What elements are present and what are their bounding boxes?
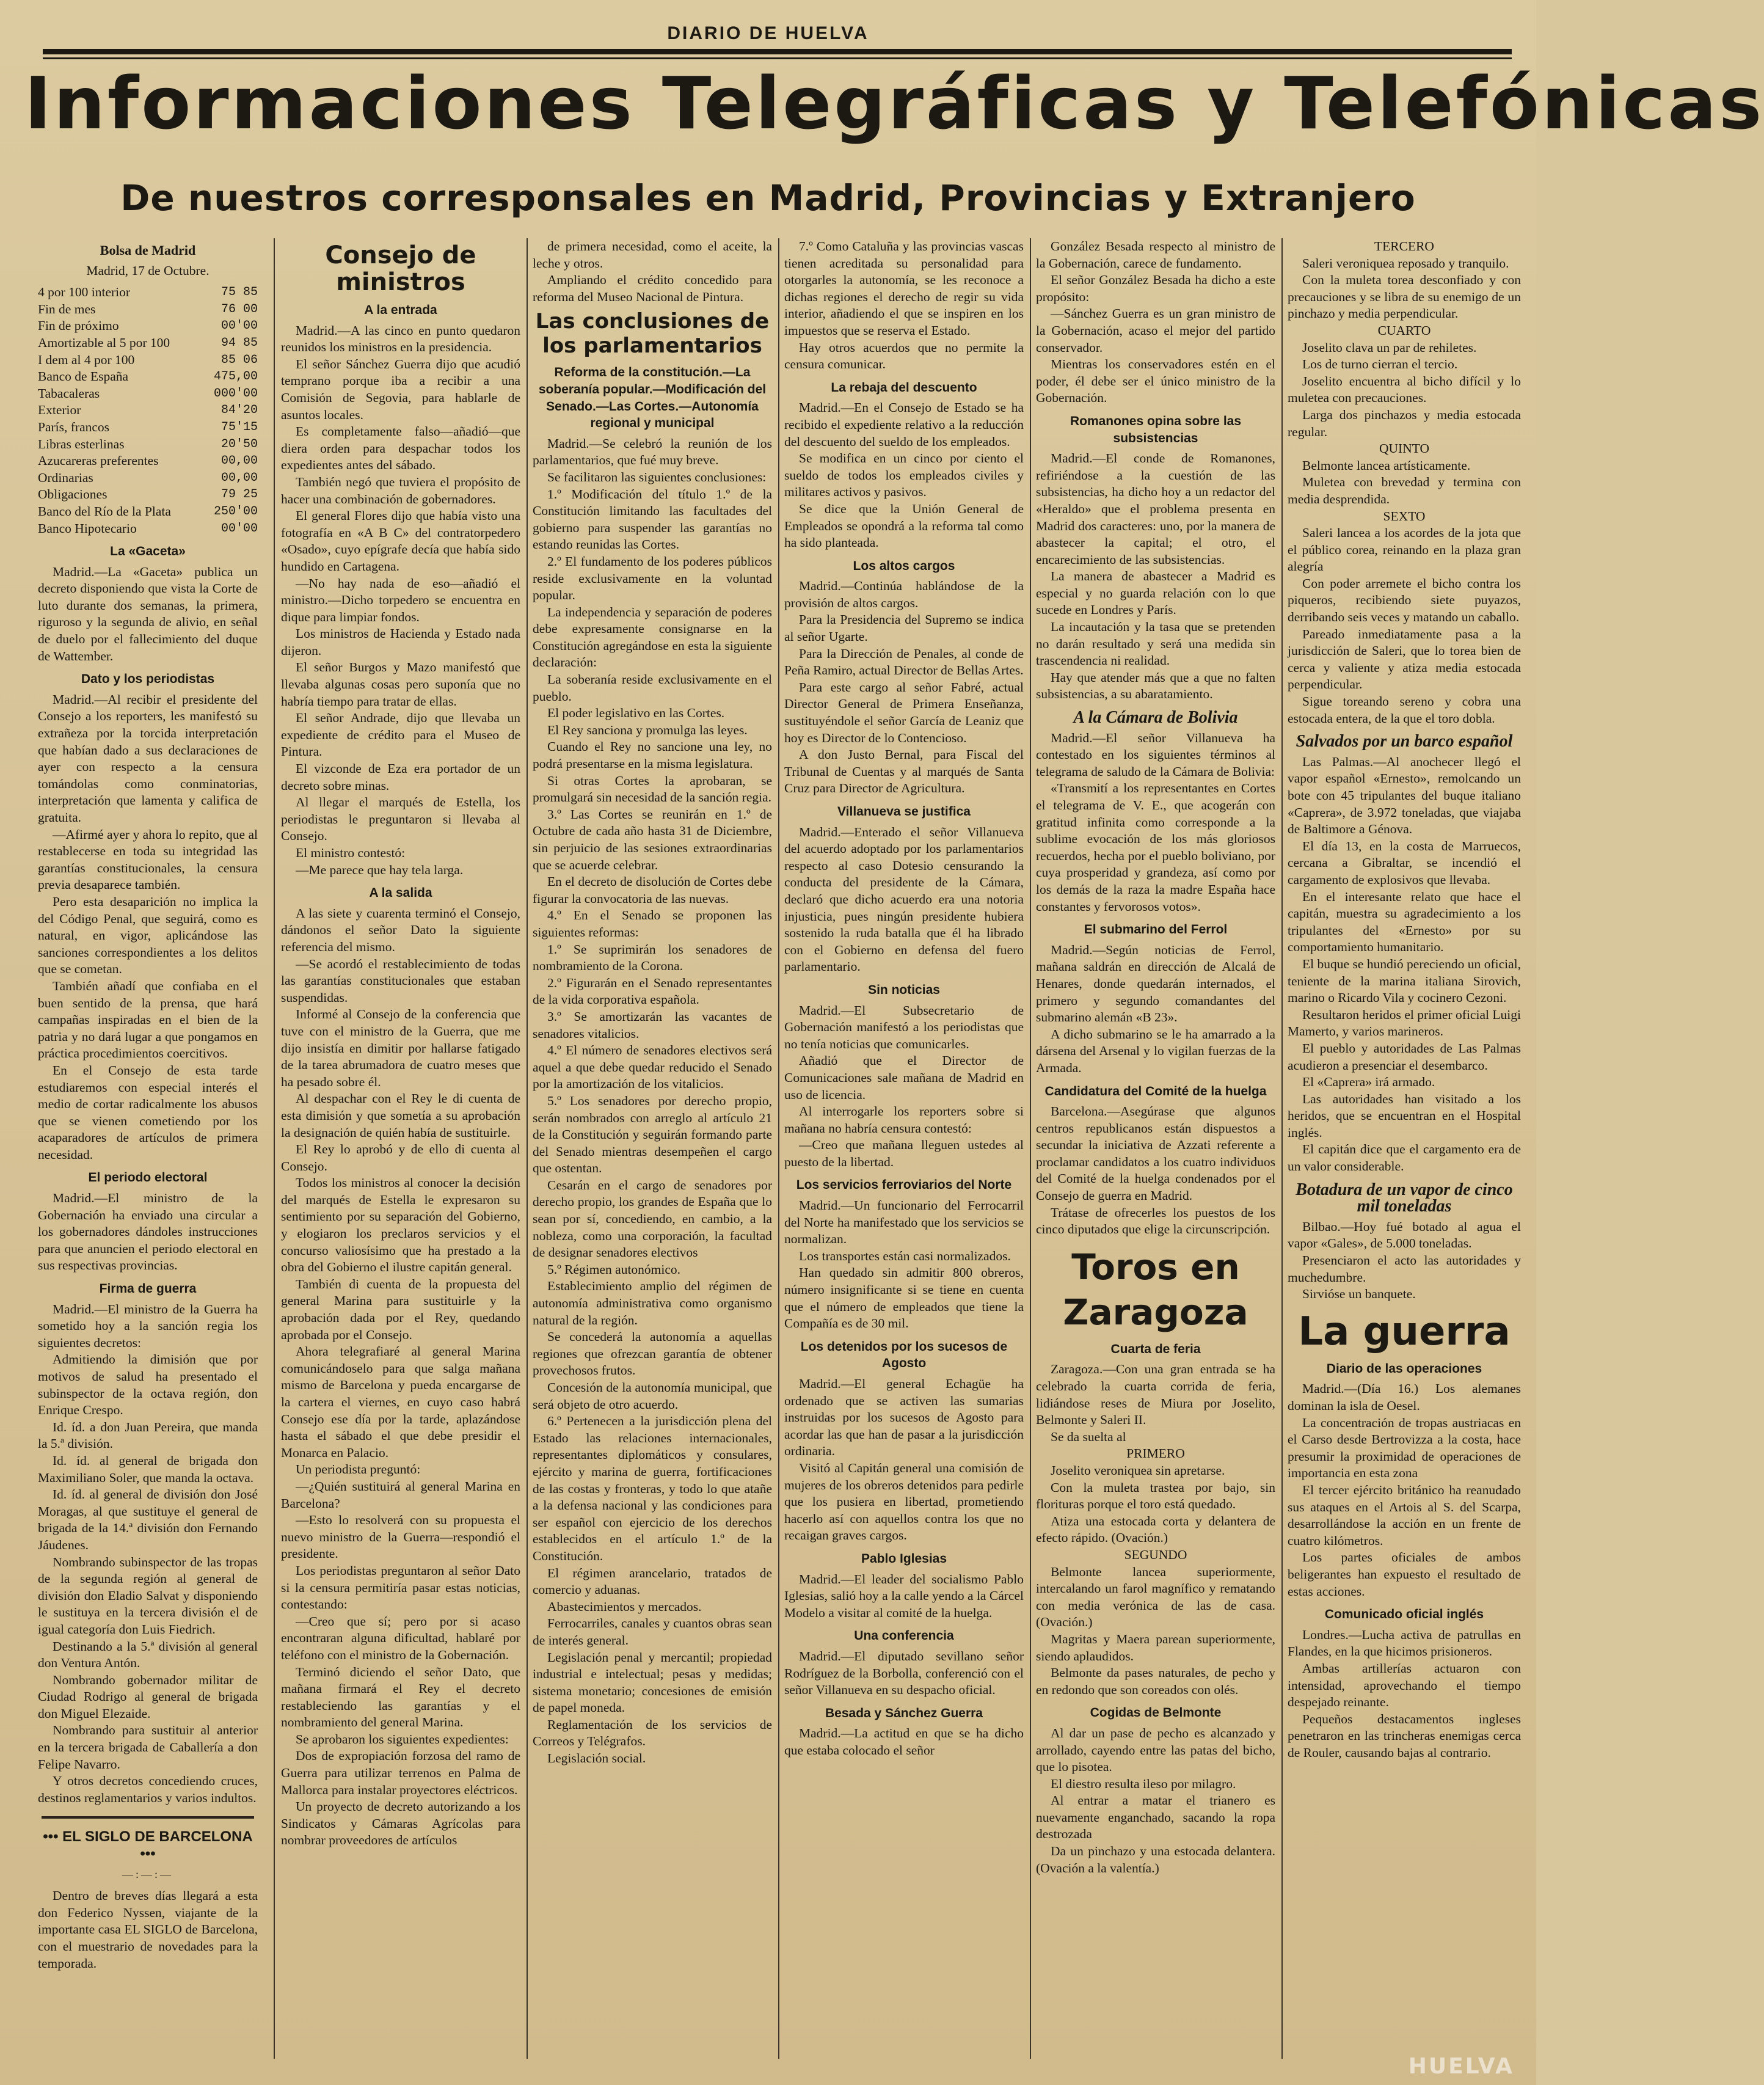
section-heading: Cogidas de Belmonte bbox=[1090, 1706, 1222, 1720]
paragraph: Madrid.—El diputado sevillano señor Rodríguez de la Borbolla, conferenció con el señor Villanueva en su despacho oficial. bbox=[784, 1648, 1024, 1698]
paragraph: El Rey sanciona y promulga las leyes. bbox=[547, 722, 748, 737]
stock-row: Banco del Río de la Plata 250'00 bbox=[38, 503, 258, 519]
paragraph: El señor González Besada ha dicho a este propósito: bbox=[1036, 272, 1275, 304]
section-heading: Dato y los periodistas bbox=[81, 672, 215, 687]
section-heading: Una conferencia bbox=[854, 1629, 954, 1643]
section-heading: A la salida bbox=[369, 886, 432, 900]
paragraph: Da un pinchazo y una estocada delantera. (Ovación a la valentía.) bbox=[1036, 1844, 1275, 1875]
dateline: Madrid, 17 de Octubre. bbox=[86, 263, 210, 278]
stock-row: Ordinarias 00,00 bbox=[38, 470, 258, 485]
paragraph: Con la muleta trastea por bajo, sin florituras porque el toro está quedado. bbox=[1036, 1480, 1275, 1512]
paragraph: También añadí que confiaba en el buen sentido de la prensa, que hará campañas inspiradas en el bien de la patria y no dará lugar a que pongamos en práctica procedimientos coercitivos. bbox=[38, 978, 258, 1061]
paragraph: Joselito veroniquea sin apretarse. bbox=[1051, 1463, 1225, 1478]
section-heading: Romanones opina sobre las subsistencias bbox=[1070, 414, 1242, 445]
paragraph: —¿Quién sustituirá al general Marina en Barcelona? bbox=[281, 1478, 520, 1511]
paragraph: Se facilitaron las siguientes conclusiones: bbox=[547, 469, 767, 484]
section-heading: Bolsa de Madrid bbox=[100, 243, 196, 258]
paragraph: Madrid.—El señor Villanueva ha contestado en los siguientes términos al telegrama de saludo de la Cámara de Bolivia: bbox=[1036, 730, 1275, 779]
stock-row: 4 por 100 interior 75 85 bbox=[38, 285, 258, 300]
paragraph: Terminó diciendo el señor Dato, que mañana firmará el Rey el decreto restableciendo las garantías y el nombramiento del general Marina. bbox=[281, 1664, 520, 1730]
paragraph: El señor Sánchez Guerra dijo que acudió temprano porque iba a recibir a una Comisión de Segovia, para hablarle de asuntos locales. bbox=[281, 356, 520, 422]
paragraph: El capitán dice que el cargamento era de un valor considerable. bbox=[1288, 1142, 1521, 1174]
paragraph: —Se acordó el restablecimiento de todas las garantías constitucionales que estaban suspendidas. bbox=[281, 956, 520, 1005]
paragraph: Cesarán en el cargo de senadores por derecho propio, los grandes de España que lo sean por sí, concediendo, en cambio, a la nobleza, como una corporación, la facultad de designar senadores electivos bbox=[533, 1177, 772, 1260]
stock-row: Banco Hipotecario 00'00 bbox=[38, 520, 258, 536]
paragraph: Madrid.—(Día 16.) Los alemanes dominan la isla de Oesel. bbox=[1288, 1381, 1521, 1413]
paragraph: El Rey lo aprobó y de ello di cuenta al Consejo. bbox=[281, 1142, 520, 1174]
paragraph: Madrid.—El conde de Romanones, refiriéndose a la cuestión de las subsistencias, ha dicho hoy a un redactor del «Heraldo» que el problema presenta en Madrid dos caracteres: uno, por la manera de abastecer la capital; el otro, el encarecimiento de las subsistencias. bbox=[1036, 451, 1275, 567]
paragraph: Londres.—Lucha activa de patrullas en Flandes, en la que hicimos prisioneros. bbox=[1288, 1627, 1521, 1659]
paragraph: 5.º Los senadores por derecho propio, serán nombrados con arreglo al artículo 21 de la Constitución y seguirán formando parte del Senado mientras desempeñen el cargo que ostentan. bbox=[533, 1093, 772, 1176]
paragraph: Cuando el Rey no sancione una ley, no podrá presentarse en la misma legislatura. bbox=[533, 739, 772, 772]
paragraph: Nombrando gobernador militar de Ciudad Rodrigo al general de brigada don Miguel Elezaide. bbox=[38, 1672, 258, 1721]
masthead-title: Informaciones Telegráficas y Telefónicas bbox=[24, 61, 1764, 145]
paragraph: Id. íd. a don Juan Pereira, que manda la 5.ª división. bbox=[38, 1419, 258, 1451]
stock-table bbox=[38, 284, 258, 537]
article-subheading: Reforma de la constitución.—La soberanía popular.—Modificación del Senado.—Las Cortes.—Autonomía regional y municipal bbox=[538, 365, 767, 431]
paragraph: Las Palmas.—Al anochecer llegó el vapor español «Ernesto», remolcando un bote con 45 tripulantes del buque italiano «Caprera», de 3.972 toneladas, que viajaba de Baltimore a Génova. bbox=[1288, 754, 1521, 837]
paragraph: Destinando a la 5.ª división al general don Ventura Antón. bbox=[38, 1638, 258, 1671]
paragraph: Joselito encuentra al bicho difícil y lo muletea con precauciones. bbox=[1288, 373, 1521, 406]
divider bbox=[42, 1816, 254, 1819]
column-rule bbox=[1030, 238, 1031, 2059]
paragraph: Para este cargo al señor Fabré, actual Director General de Primera Enseñanza, sustituyéndole el señor García de Leaniz que hoy es Director de lo Contencioso. bbox=[784, 679, 1024, 745]
section-heading: Firma de guerra bbox=[99, 1282, 197, 1296]
paragraph: —Creo que mañana lleguen ustedes al puesto de la libertad. bbox=[784, 1137, 1024, 1169]
stock-row: Exterior 84'20 bbox=[38, 403, 258, 418]
paragraph: —Esto lo resolverá con su propuesta el nuevo ministro de la Guerra—respondió el presidente. bbox=[281, 1513, 520, 1561]
paragraph: La independencia y separación de poderes debe expresamente consignarse en la Constitución agregándose en esta la siguiente declaración: bbox=[533, 604, 772, 670]
paragraph: El «Caprera» irá armado. bbox=[1302, 1075, 1435, 1090]
stock-row: París, francos 75'15 bbox=[38, 419, 258, 434]
paragraph: El vizconde de Eza era portador de un decreto sobre minas. bbox=[281, 761, 520, 793]
paragraph: El diestro resulta ileso por milagro. bbox=[1051, 1776, 1236, 1791]
paragraph: Sirvióse un banquete. bbox=[1302, 1287, 1416, 1302]
column-6 bbox=[1288, 238, 1521, 2062]
paragraph: Legislación penal y mercantil; propiedad industrial e intelectual; pesas y medidas; sistema monetario; concesiones de emisión de papel moneda. bbox=[533, 1649, 772, 1715]
masthead-rule-thin bbox=[43, 57, 1512, 59]
section-heading: Los detenidos por los sucesos de Agosto bbox=[800, 1339, 1008, 1371]
paragraph: Pareado inmediatamente pasa a la jurisdicción de Saleri, que lo torea bien de cerca y valiente y atiza media estocada perpendicular. bbox=[1288, 626, 1521, 692]
paragraph: El poder legislativo en las Cortes. bbox=[547, 706, 725, 721]
paragraph: —Afirmé ayer y ahora lo repito, que al restablecerse en toda su integridad las garantías constitucionales, la censura previa desaparece también. bbox=[38, 827, 258, 893]
section-heading: Cuarta de feria bbox=[1110, 1342, 1201, 1356]
paragraph: Han quedado sin admitir 800 obreros, número insignificante si se tiene en cuenta que el número de empleados que tiene la Compañía es de 30 mil. bbox=[784, 1265, 1024, 1331]
paragraph: 2.º El fundamento de los poderes públicos reside exclusivamente en la voluntad popular. bbox=[533, 553, 772, 603]
paragraph: Todos los ministros al conocer la decisión del marqués de Estella le expresaron su sentimiento por su separación del Gobierno, y elogiaron los preclaros servicios y el concurso valiosísimo que ha prestado a la obra del Gobierno el ilustre capitán general. bbox=[281, 1175, 520, 1275]
paragraph: Es completamente falso—añadió—que diera orden para despachar todos los expedientes antes del sábado. bbox=[281, 424, 520, 473]
stock-row: Banco de España 475,00 bbox=[38, 369, 258, 384]
paragraph: Belmonte lancea superiormente, intercalando un farol magnífico y rematando con media verónica de las de casa. (Ovación.) bbox=[1036, 1564, 1275, 1630]
stock-row: Fin de mes 76 00 bbox=[38, 301, 258, 316]
paragraph: A las siete y cuarenta terminó el Consejo, dándonos el señor Dato la siguiente referencia del mismo. bbox=[281, 905, 520, 954]
paragraph: —Me parece que hay tela larga. bbox=[296, 862, 464, 877]
paragraph: Concesión de la autonomía municipal, que será objeto de otro acuerdo. bbox=[533, 1380, 772, 1412]
paragraph: Pequeños destacamentos ingleses penetraron en las trincheras enemigas cerca de Rouler, causando bajas al contrario. bbox=[1288, 1711, 1521, 1760]
paragraph: En el interesante relato que hace el capitán, muestra su agradecimiento a los tripulantes del «Ernesto» por su comportamiento humanitario. bbox=[1288, 889, 1521, 955]
paragraph: Se aprobaron los siguientes expedientes: bbox=[296, 1731, 509, 1747]
paragraph: El régimen arancelario, tratados de comercio y aduanas. bbox=[533, 1565, 772, 1598]
paragraph: Legislación social. bbox=[547, 1751, 646, 1766]
paragraph: Bilbao.—Hoy fué botado al agua el vapor «Gales», de 5.000 toneladas. bbox=[1288, 1219, 1521, 1251]
paragraph: También negó que tuviera el propósito de hacer una combinación de gobernadores. bbox=[281, 474, 520, 506]
paragraph: Los de turno cierran el tercio. bbox=[1302, 357, 1458, 372]
subhead: TERCERO bbox=[1374, 239, 1434, 254]
paragraph: Pero esta desaparición no implica la del Código Penal, que seguirá, como es natural, en vigor, aplicándose las sanciones correspondientes a los delitos que se cometan. bbox=[38, 894, 258, 977]
paragraph: Los transportes están casi normalizados. bbox=[799, 1248, 1011, 1263]
paragraph: Con la muleta torea desconfiado y con precauciones y se libra de su enemigo de un pinchazo y media perpendicular. bbox=[1288, 272, 1521, 321]
paragraph: Presenciaron el acto las autoridades y muchedumbre. bbox=[1288, 1253, 1521, 1285]
paragraph: Admitiendo la dimisión que por motivos de salud ha presentado el subinspector de la octava región, don Enrique Crespo. bbox=[38, 1352, 258, 1418]
paragraph: Madrid.—El ministro de la Gobernación ha enviado una circular a los gobernadores dándoles instrucciones para que anuncien el periodo electoral en sus respectivas provincias. bbox=[38, 1191, 258, 1273]
article-headline: La guerra bbox=[1298, 1309, 1511, 1354]
paragraph: Saleri veroniquea reposado y tranquilo. bbox=[1302, 255, 1509, 271]
paragraph: En el decreto de disolución de Cortes debe figurar la convocatoria de las nuevas. bbox=[533, 874, 772, 906]
paragraph: «Transmití a los representantes en Cortes el telegrama de V. E., que acogerán con gratitud infinita como corresponde a la sublime evocación de los más gloriosos recuerdos, hecha por el pueblo boliviano, por cuya prosperidad y grandeza, así como por los demás de la raza la madre España hace constantes y fervorosos votos». bbox=[1036, 781, 1275, 914]
paragraph: González Besada respecto al ministro de la Gobernación, carece de fundamento. bbox=[1036, 239, 1275, 271]
paragraph: Muletea con brevedad y termina con media desprendida. bbox=[1288, 475, 1521, 506]
paragraph: Resultaron heridos el primer oficial Luigi Mamerto, y varios marineros. bbox=[1288, 1007, 1521, 1039]
paragraph: Se dice que la Unión General de Empleados se opondrá a la reforma tal como ha sido planteada. bbox=[784, 501, 1024, 550]
paragraph: Madrid.—La actitud en que se ha dicho que estaba colocado el señor bbox=[784, 1726, 1024, 1758]
paragraph: Un proyecto de decreto autorizando a los Sindicatos y Cámaras Agrícolas para nombrar proveedores de artículos bbox=[281, 1799, 520, 1848]
paragraph: Con poder arremete el bicho contra los piqueros, recibiendo siete puyazos, derribando seis veces y matando un caballo. bbox=[1288, 575, 1521, 625]
paragraph: Se concederá la autonomía a aquellas regiones que ofrezcan garantía de obtener provechosos frutos. bbox=[533, 1329, 772, 1378]
paragraph: Madrid.—El leader del socialismo Pablo Iglesias, salió hoy a la calle yendo a la Cárcel Modelo a visitar al comité de la huelga. bbox=[784, 1571, 1024, 1620]
paragraph: El día 13, en la costa de Marruecos, cercana a Gibraltar, se incendió el cargamento de explosivos que llevaba. bbox=[1288, 838, 1521, 887]
paragraph: Madrid.—En el Consejo de Estado se ha recibido el expediente relativo a la reducción del descuento del sueldo de los empleados. bbox=[784, 400, 1024, 449]
paragraph: —Creo que sí; pero por si acaso encontraran alguna dificultad, hablaré por teléfono con el ministro de la Gobernación. bbox=[281, 1613, 520, 1662]
paragraph: de primera necesidad, como el aceite, la leche y otros. bbox=[533, 239, 772, 271]
paragraph: Ahora telegrafiaré al general Marina comunicándoselo para que salga mañana mismo de Barcelona y pueda encargarse de la cartera el viernes, en cuyo caso habrá Consejo ese día por la tarde, aplazándose hasta el sábado el que debe presidir el Monarca en Palacio. bbox=[281, 1344, 520, 1460]
section-heading: A la entrada bbox=[364, 303, 437, 317]
section-heading: Candidatura del Comité de la huelga bbox=[1044, 1084, 1267, 1098]
column-5 bbox=[1036, 238, 1275, 2062]
paragraph: La concentración de tropas austriacas en el Carso desde Bertrovizza a la costa, hace presumir la proximidad de operaciones de importancia en esta zona bbox=[1288, 1415, 1521, 1481]
paragraph: Madrid.—Al recibir el presidente del Consejo a los reporters, les manifestó su extrañeza por la torcida interpretación que habían dado a sus declaraciones de ayer con respecto a la censura tomándolas como conminatorias, interpretación que lamenta y califica de gratuita. bbox=[38, 692, 258, 825]
article-headline: Las conclusiones de los parlamentarios bbox=[535, 309, 770, 359]
paragraph: Magritas y Maera parean superiormente, siendo aplaudidos. bbox=[1036, 1631, 1275, 1663]
watermark-logo: HUELVA bbox=[1408, 2054, 1514, 2079]
paragraph: Las autoridades han visitado a los heridos, que se encuentran en el Hospital inglés. bbox=[1288, 1091, 1521, 1140]
paragraph: Un periodista preguntó: bbox=[296, 1462, 421, 1477]
paragraph: Visitó al Capitán general una comisión de mujeres de los obreros detenidos para pedirle que los pusiera en libertad, prometiendo hacerlo así con aquellos contra los que no recaigan graves cargos. bbox=[784, 1460, 1024, 1543]
paragraph: Madrid.—A las cinco en punto quedaron reunidos los ministros en la presidencia. bbox=[281, 323, 520, 355]
section-heading: Diario de las operaciones bbox=[1326, 1361, 1482, 1376]
paragraph: 1.º Se suprimirán los senadores de nombramiento de la Corona. bbox=[533, 941, 772, 974]
paragraph: Añadió que el Director de Comunicaciones sale mañana de Madrid en uso de licencia. bbox=[784, 1053, 1024, 1102]
paragraph: Al interrogarle los reporters sobre si mañana no habría censura contestó: bbox=[784, 1104, 1024, 1136]
subhead: PRIMERO bbox=[1126, 1446, 1185, 1461]
column-3 bbox=[533, 238, 772, 2062]
paragraph: Se modifica en un cinco por ciento el sueldo de todos los empleados civiles y militares activos y pasivos. bbox=[784, 451, 1024, 500]
paragraph: Los partes oficiales de ambos beligerantes han expuesto el resultado de estas acciones. bbox=[1288, 1550, 1521, 1599]
subhead: SEGUNDO bbox=[1124, 1547, 1187, 1562]
paragraph: Madrid.—El ministro de la Guerra ha sometido hoy a la sanción regia los siguientes decretos: bbox=[38, 1301, 258, 1350]
section-heading: Comunicado oficial inglés bbox=[1324, 1607, 1484, 1622]
paragraph: Para la Presidencia del Supremo se indica al señor Ugarte. bbox=[784, 612, 1024, 644]
paragraph: 4.º En el Senado se proponen las siguientes reformas: bbox=[533, 908, 772, 940]
section-heading: Salvados por un barco español bbox=[1296, 732, 1513, 751]
section-heading: Los servicios ferroviarios del Norte bbox=[796, 1178, 1012, 1192]
column-rule bbox=[527, 238, 528, 2059]
paragraph: En el Consejo de esta tarde estudiaremos con especial interés el medio de cortar radicalmente los abusos que se vienen cometiendo por los acaparadores de artículos de primera necesidad. bbox=[38, 1062, 258, 1162]
section-heading: Besada y Sánchez Guerra bbox=[825, 1706, 983, 1720]
paragraph: Al llegar el marqués de Estella, los periodistas le preguntaron si llevaba al Consejo. bbox=[281, 795, 520, 844]
paragraph: Larga dos pinchazos y media estocada regular. bbox=[1288, 407, 1521, 439]
column-rule bbox=[274, 238, 275, 2059]
paragraph: Joselito clava un par de rehiletes. bbox=[1302, 340, 1477, 355]
paragraph: El señor Burgos y Mazo manifestó que llevaba algunas cosas pero suponía que no habría tiempo para tratar de ellas. bbox=[281, 660, 520, 709]
ad-separator: —:—:— bbox=[122, 1868, 173, 1880]
paragraph: Belmonte da pases naturales, de pecho y en redondo que son coreados con olés. bbox=[1036, 1665, 1275, 1697]
ad-heading: ••• EL SIGLO DE BARCELONA ••• bbox=[43, 1828, 253, 1863]
stock-row: Fin de próximo 00'00 bbox=[38, 318, 258, 334]
paragraph: Ampliando el crédito concedido para reforma del Museo Nacional de Pintura. bbox=[533, 272, 772, 304]
paragraph: 3.º Se amortizarán las vacantes de senadores vitalicios. bbox=[533, 1009, 772, 1041]
paragraph: Ferrocarriles, canales y cuantos obras sean de interés general. bbox=[533, 1616, 772, 1648]
column-4 bbox=[784, 238, 1024, 2062]
paragraph: Dos de expropiación forzosa del ramo de Guerra para utilizar terrenos en Palma de Mallorca para instalar proyectores eléctricos. bbox=[281, 1748, 520, 1797]
paragraph: El señor Andrade, dijo que llevaba un expediente de crédito para el Museo de Pintura. bbox=[281, 710, 520, 759]
paragraph: Mientras los conservadores estén en el poder, él debe ser el único ministro de la Gobernación. bbox=[1036, 357, 1275, 406]
section-heading: El submarino del Ferrol bbox=[1084, 922, 1228, 937]
paragraph: Madrid.—El Subsecretario de Gobernación manifestó a los periodistas que no tenía noticias que comunicarles. bbox=[784, 1002, 1024, 1051]
paragraph: Id. íd. al general de división don José Moragas, al que sustituye el general de brigada de la 14.ª división don Fernando Jáudenes. bbox=[38, 1487, 258, 1552]
paragraph: Sigue toreando sereno y cobra una estocada entera, de la que el toro dobla. bbox=[1288, 694, 1521, 726]
paragraph: El tercer ejército británico ha reanudado sus ataques en el Artois al S. del Scarpa, desarrollándose la acción en un frente de cuatro kilómetros. bbox=[1288, 1482, 1521, 1548]
subhead: QUINTO bbox=[1379, 441, 1429, 456]
paragraph: Dentro de breves días llegará a esta don Federico Nyssen, viajante de la importante casa EL SIGLO de Barcelona, con el muestrario de novedades para la temporada. bbox=[38, 1888, 258, 1971]
section-heading: A la Cámara de Bolivia bbox=[1073, 708, 1238, 728]
article-headline: Toros en Zaragoza bbox=[1063, 1246, 1248, 1333]
paragraph: La soberanía reside exclusivamente en el pueblo. bbox=[533, 672, 772, 704]
paragraph: 6.º Pertenecen a la jurisdicción plena del Estado las relaciones internacionales, representantes diplomáticos y consulares, ejército y marina de guerra, fortificaciones de las costas y fronteras, y todo lo que atañe a la defensa nacional y las condiciones para ser español con ejercicio de los derechos establecidos en el artículo 1.º de la Constitución. bbox=[533, 1414, 772, 1563]
paragraph: Los ministros de Hacienda y Estado nada dijeron. bbox=[281, 626, 520, 658]
paragraph: Madrid.—Según noticias de Ferrol, mañana saldrán en dirección de Alcalá de Henares, donde quedarán internados, el primero y segundo comandantes del submarino alemán «B 23». bbox=[1036, 942, 1275, 1025]
stock-row: Azucareras preferentes 00,00 bbox=[38, 453, 258, 469]
paragraph: Establecimiento amplio del régimen de autonomía administrativa como organismo natural de la región. bbox=[533, 1279, 772, 1327]
article-headline: Consejo de ministros bbox=[325, 241, 476, 296]
paragraph: Al despachar con el Rey le di cuenta de esta dimisión y que sometía a su aprobación la designación de quién había de sustituirle. bbox=[281, 1091, 520, 1140]
paragraph: Reglamentación de los servicios de Correos y Telégrafos. bbox=[533, 1717, 772, 1749]
paragraph: 2.º Figurarán en el Senado representantes de la vida corporativa española. bbox=[533, 975, 772, 1007]
section-heading: Botadura de un vapor de cinco mil toneladas bbox=[1296, 1180, 1513, 1216]
masthead-subtitle: De nuestros corresponsales en Madrid, Provincias y Extranjero bbox=[120, 177, 1416, 219]
paragraph: Nombrando subinspector de las tropas de la segunda región al general de división don Eladio Salvat y disponiendo le sustituya en la tercera división el de igual categoría don Luis Fiedrich. bbox=[38, 1554, 258, 1637]
paragraph: Ambas artillerías actuaron con intensidad, aprovechando el tiempo despejado reinante. bbox=[1288, 1660, 1521, 1710]
column-1 bbox=[38, 238, 258, 2062]
paragraph: El buque se hundió pereciendo un oficial, teniente de la marina italiana Sirovich, marino o Ricardo Vila y cocinero Cezoni. bbox=[1288, 956, 1521, 1006]
paragraph: Al dar un pase de pecho es alcanzado y arrollado, cayendo entre las patas del bicho, que lo pisotea. bbox=[1036, 1725, 1275, 1775]
column-rule bbox=[778, 238, 779, 2059]
subhead: CUARTO bbox=[1377, 323, 1431, 338]
paragraph: 3.º Las Cortes se reunirán en 1.º de Octubre de cada año hasta 31 de Diciembre, sin perjuicio de las sesiones extraordinarias que se acuerde celebrar. bbox=[533, 806, 772, 872]
paragraph: El general Flores dijo que había visto una fotografía en «A B C» del contratorpedero «Osado», cuyo epígrafe decía que había sido hundido en Cartagena. bbox=[281, 508, 520, 574]
paragraph: Madrid.—Un funcionario del Ferrocarril del Norte ha manifestado que los servicios se normalizan. bbox=[784, 1198, 1024, 1247]
stock-row: Libras esterlinas 20'50 bbox=[38, 436, 258, 451]
paragraph: 1.º Modificación del título 1.º de la Constitución limitando las facultades del gobierno para suspender las garantías no estando reunidas las Cortes. bbox=[533, 486, 772, 552]
paragraph: —Sánchez Guerra es un gran ministro de la Gobernación, acaso el mejor del partido conservador. bbox=[1036, 306, 1275, 355]
stock-row: Amortizable al 5 por 100 94 85 bbox=[38, 335, 258, 350]
stock-row: Obligaciones 79 25 bbox=[38, 487, 258, 502]
paragraph: Atiza una estocada corta y delantera de efecto rápido. (Ovación.) bbox=[1036, 1513, 1275, 1546]
paragraph: Madrid.—El general Echagüe ha ordenado que se activen las sumarias instruidas por los sucesos de Agosto para acordar las que han de pasar a la jurisdicción ordinaria. bbox=[784, 1376, 1024, 1459]
section-heading: Villanueva se justifica bbox=[837, 805, 971, 819]
paragraph: Abastecimientos y mercados. bbox=[547, 1599, 702, 1614]
paragraph: Hay que atender más que a que no falten subsistencias, a su abaratamiento. bbox=[1036, 670, 1275, 702]
paragraph: También di cuenta de la propuesta del general Marina para sustituirle y la aprobación dada por el Rey, quedando aprobada por el Consejo. bbox=[281, 1276, 520, 1342]
paragraph: Madrid.—Continúa hablándose de la provisión de altos cargos. bbox=[784, 579, 1024, 610]
section-heading: La rebaja del descuento bbox=[831, 380, 977, 395]
paragraph: Y otros decretos concediendo cruces, destinos reglamentarios y varios indultos. bbox=[38, 1773, 258, 1805]
paragraph: Madrid.—La «Gaceta» publica un decreto disponiendo que vista la Corte de luto durante dos semanas, la primera, riguroso y la segunda de alivio, en señal de duelo por el fallecimiento del duque de Wattember. bbox=[38, 564, 258, 663]
paragraph: Barcelona.—Asegúrase que algunos centros republicanos están dispuestos a secundar la iniciativa de Azzati referente a proclamar candidatos a los cuatro individuos del Comité de la huelga condenados por el Consejo de guerra en Madrid. bbox=[1036, 1104, 1275, 1203]
paragraph: Nombrando para sustituir al anterior en la tercera brigada de Caballería a don Felipe Navarro. bbox=[38, 1723, 258, 1772]
paragraph: Madrid.—Enterado el señor Villanueva del acuerdo adoptado por los parlamentarios respecto al caso Dotesio censurando la conducta del presidente de la Cámara, declaró que dicho acuerdo era una notoria injusticia, pues ningún presidente hubiera sostenido la ruda batalla que él ha librado con el Gobierno en defensa del fuero parlamentario. bbox=[784, 824, 1024, 974]
paragraph: El pueblo y autoridades de Las Palmas acudieron a presenciar el desembarco. bbox=[1288, 1040, 1521, 1073]
paragraph: La incautación y la tasa que se pretenden no darán resultado y será una medida sin trascendencia ni realidad. bbox=[1036, 619, 1275, 668]
subhead: SEXTO bbox=[1383, 508, 1426, 524]
paragraph: Hay otros acuerdos que no permite la censura comunicar. bbox=[784, 340, 1024, 372]
paragraph: Se da suelta al bbox=[1051, 1429, 1126, 1444]
paragraph: Si otras Cortes la aprobaran, se promulgará sin necesidad de la sanción regia. bbox=[533, 773, 772, 805]
paragraph: La manera de abastecer a Madrid es especial y no guarda relación con lo que sucede en Londres y París. bbox=[1036, 569, 1275, 618]
paragraph: Para la Dirección de Penales, al conde de Peña Ramiro, actual Director de Bellas Artes. bbox=[784, 646, 1024, 678]
paragraph: Trátase de ofrecerles los puestos de los cinco diputados que elige la circunscripción. bbox=[1036, 1205, 1275, 1237]
paragraph: 5.º Régimen autonómico. bbox=[547, 1262, 681, 1277]
section-heading: La «Gaceta» bbox=[110, 544, 186, 559]
paragraph: Al entrar a matar el trianero es nuevamente enganchado, sacando la ropa destrozada bbox=[1036, 1793, 1275, 1842]
paragraph: Id. íd. al general de brigada don Maximiliano Soler, que manda la octava. bbox=[38, 1453, 258, 1485]
stock-row: Tabacaleras 000'00 bbox=[38, 385, 258, 401]
paragraph: A dicho submarino se le ha amarrado a la dársena del Arsenal y lo vigilan fuerzas de la Armada. bbox=[1036, 1026, 1275, 1075]
paragraph: Zaragoza.—Con una gran entrada se ha celebrado la cuarta corrida de feria, lidiándose reses de Miura por Joselito, Belmonte y Saleri II. bbox=[1036, 1362, 1275, 1428]
paragraph: —No hay nada de eso—añadió el ministro.—Dicho torpedero se encuentra en dique para limpiar fondos. bbox=[281, 575, 520, 624]
paragraph: Madrid.—Se celebró la reunión de los parlamentarios, que fué muy breve. bbox=[533, 436, 772, 468]
running-head: DIARIO DE HUELVA bbox=[667, 23, 869, 43]
column-2 bbox=[281, 238, 520, 2062]
paragraph: 4.º El número de senadores electivos será aquel a que debe quedar reducido el Senado por la amortización de los vitalicios. bbox=[533, 1043, 772, 1092]
paragraph: Saleri lancea a los acordes de la jota que el público corea, reinando en la plaza gran alegría bbox=[1288, 525, 1521, 574]
paragraph: A don Justo Bernal, para Fiscal del Tribunal de Cuentas y al marqués de Santa Cruz para Director de Agricultura. bbox=[784, 747, 1024, 796]
paragraph: Belmonte lancea artísticamente. bbox=[1302, 458, 1471, 473]
masthead-rule-thick bbox=[43, 49, 1512, 54]
column-rule bbox=[1281, 238, 1283, 2059]
stock-row: I dem al 4 por 100 85 06 bbox=[38, 352, 258, 367]
paragraph: 7.º Como Cataluña y las provincias vascas tienen acreditada su personalidad para otorgarles la autonomía, se les reconoce a dichas regiones el derecho de regir su vida interior, añadiendo el que se inspiren en los impuestos que se reserva el Estado. bbox=[784, 239, 1024, 338]
paragraph: El ministro contestó: bbox=[296, 845, 406, 860]
section-heading: Sin noticias bbox=[868, 982, 940, 997]
section-heading: Los altos cargos bbox=[853, 558, 955, 573]
paragraph: Los periodistas preguntaron al señor Dato si la censura permitiría pasar estas noticias, contestando: bbox=[281, 1563, 520, 1612]
section-heading: Pablo Iglesias bbox=[861, 1551, 947, 1566]
paragraph: Informé al Consejo de la conferencia que tuve con el ministro de la Guerra, que me dijo insistía en dimitir por hallarse fatigado de la tarea abrumadora de cuatro meses que ha pesado sobre él. bbox=[281, 1007, 520, 1089]
section-heading: El periodo electoral bbox=[88, 1170, 208, 1185]
